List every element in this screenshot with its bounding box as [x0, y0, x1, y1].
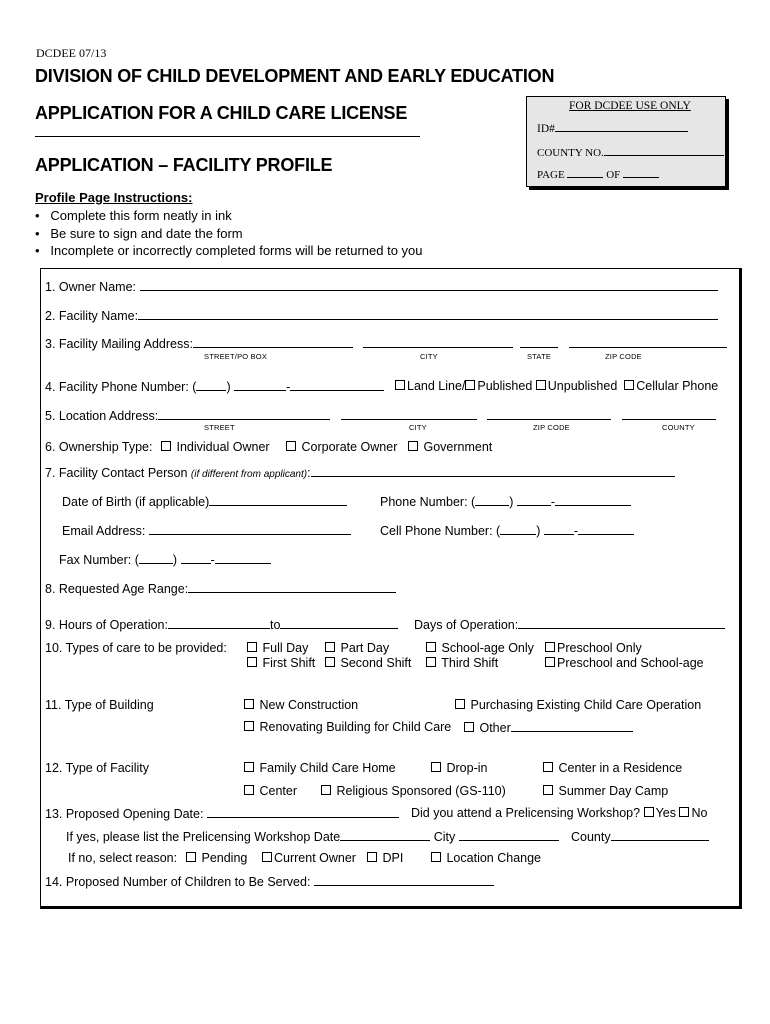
family-home-option[interactable]: Family Child Care Home — [244, 761, 396, 775]
full-day-option[interactable]: Full Day — [247, 641, 308, 655]
government-option[interactable]: Government — [408, 440, 492, 454]
office-id-field: ID# — [537, 120, 688, 135]
contact-person-field[interactable]: 7. Facility Contact Person (if different from applicant): — [45, 465, 675, 480]
office-page-field: PAGE OF — [537, 166, 659, 181]
instruction-item: • Complete this form neatly in ink — [35, 208, 232, 223]
religious-checkbox[interactable] — [321, 785, 331, 795]
phone-type-options[interactable]: Land Line/ Published Unpublished Cellular Phone — [395, 379, 718, 393]
application-title: APPLICATION FOR A CHILD CARE LICENSE — [35, 103, 408, 123]
facility-type-label: 12. Type of Facility — [45, 761, 149, 775]
workshop-yes-checkbox[interactable] — [644, 807, 654, 817]
title-divider — [35, 136, 420, 137]
cellular-checkbox[interactable] — [624, 380, 634, 390]
fax-field[interactable]: Fax Number: ( ) - — [59, 552, 271, 567]
location-address-field[interactable]: 5. Location Address: — [45, 408, 716, 423]
dpi-checkbox[interactable] — [367, 852, 377, 862]
second-shift-checkbox[interactable] — [325, 657, 335, 667]
renovating-option[interactable]: Renovating Building for Child Care — [244, 720, 451, 734]
landline-checkbox[interactable] — [395, 380, 405, 390]
drop-in-checkbox[interactable] — [431, 762, 441, 772]
new-construction-checkbox[interactable] — [244, 699, 254, 709]
center-checkbox[interactable] — [244, 785, 254, 795]
preschool-option[interactable]: Preschool Only — [545, 641, 642, 655]
hours-field[interactable]: 9. Hours of Operation: to — [45, 617, 398, 632]
individual-owner-checkbox[interactable] — [161, 441, 171, 451]
third-shift-option[interactable]: Third Shift — [426, 656, 498, 670]
address-city-label: CITY — [420, 352, 438, 361]
preschool-school-age-checkbox[interactable] — [545, 657, 555, 667]
second-shift-option[interactable]: Second Shift — [325, 656, 411, 670]
purchasing-checkbox[interactable] — [455, 699, 465, 709]
government-checkbox[interactable] — [408, 441, 418, 451]
facility-name-field[interactable]: 2. Facility Name: — [45, 308, 718, 323]
location-change-checkbox[interactable] — [431, 852, 441, 862]
instruction-item: • Incomplete or incorrectly completed forms will be returned to you — [35, 243, 423, 258]
office-use-box — [526, 96, 726, 187]
address-state-label: STATE — [527, 352, 552, 361]
family-home-checkbox[interactable] — [244, 762, 254, 772]
owner-name-field[interactable]: 1. Owner Name: — [45, 279, 718, 294]
workshop-date-field[interactable]: If yes, please list the Prelicensing Workshop Date City — [66, 829, 559, 844]
current-owner-checkbox[interactable] — [262, 852, 272, 862]
drop-in-option[interactable]: Drop-in — [431, 761, 487, 775]
preschool-checkbox[interactable] — [545, 642, 555, 652]
corporate-owner-checkbox[interactable] — [286, 441, 296, 451]
purchasing-option[interactable]: Purchasing Existing Child Care Operation — [455, 698, 701, 712]
unpublished-checkbox[interactable] — [536, 380, 546, 390]
division-title: DIVISION OF CHILD DEVELOPMENT AND EARLY EDUCATION — [35, 66, 555, 86]
age-range-field[interactable]: 8. Requested Age Range: — [45, 581, 396, 596]
care-types-label: 10. Types of care to be provided: — [45, 641, 227, 655]
workshop-question[interactable]: Did you attend a Prelicensing Workshop? Yes No — [411, 806, 708, 820]
cell-phone-field[interactable]: Cell Phone Number: ( ) - — [380, 523, 634, 538]
school-age-option[interactable]: School-age Only — [426, 641, 534, 655]
third-shift-checkbox[interactable] — [426, 657, 436, 667]
address-zip-label: ZIP CODE — [605, 352, 642, 361]
pending-checkbox[interactable] — [186, 852, 196, 862]
location-zip-label: ZIP CODE — [533, 423, 570, 432]
pending-option[interactable]: Pending — [186, 851, 247, 865]
part-day-checkbox[interactable] — [325, 642, 335, 652]
office-county-field: COUNTY NO. — [537, 144, 724, 159]
building-type-label: 11. Type of Building — [45, 698, 154, 712]
first-shift-checkbox[interactable] — [247, 657, 257, 667]
office-use-heading: FOR DCDEE USE ONLY — [569, 100, 691, 112]
email-field[interactable]: Email Address: — [62, 523, 351, 538]
instruction-item: • Be sure to sign and date the form — [35, 225, 243, 241]
contact-phone-field[interactable]: Phone Number: ( ) - — [380, 494, 631, 509]
no-reason-label: If no, select reason: — [68, 851, 178, 865]
workshop-no-checkbox[interactable] — [679, 807, 689, 817]
center-option[interactable]: Center — [244, 784, 297, 798]
part-day-option[interactable]: Part Day — [325, 641, 389, 655]
individual-owner-option[interactable]: Individual Owner — [161, 440, 270, 454]
summer-camp-option[interactable]: Summer Day Camp — [543, 784, 668, 798]
instructions-heading: Profile Page Instructions: — [35, 190, 193, 205]
address-street-label: STREET/PO BOX — [204, 352, 268, 361]
first-shift-option[interactable]: First Shift — [247, 656, 315, 670]
center-residence-option[interactable]: Center in a Residence — [543, 761, 682, 775]
full-day-checkbox[interactable] — [247, 642, 257, 652]
new-construction-option[interactable]: New Construction — [244, 698, 358, 712]
center-residence-checkbox[interactable] — [543, 762, 553, 772]
workshop-county-field[interactable]: County — [571, 829, 709, 844]
days-field[interactable]: Days of Operation: — [414, 617, 725, 632]
document-code: DCDEE 07/13 — [36, 46, 107, 60]
mailing-address-field[interactable]: 3. Facility Mailing Address: — [45, 336, 727, 351]
ownership-type-label: 6. Ownership Type: — [45, 440, 153, 454]
corporate-owner-option[interactable]: Corporate Owner — [286, 440, 397, 454]
profile-title: APPLICATION – FACILITY PROFILE — [35, 155, 333, 175]
published-checkbox[interactable] — [465, 380, 475, 390]
other-building-option[interactable]: Other — [464, 720, 633, 735]
preschool-school-age-option[interactable]: Preschool and School-age — [545, 656, 704, 670]
renovating-checkbox[interactable] — [244, 721, 254, 731]
religious-option[interactable]: Religious Sponsored (GS-110) — [321, 784, 506, 798]
location-city-label: CITY — [409, 423, 427, 432]
location-county-label: COUNTY — [662, 423, 695, 432]
children-served-field[interactable]: 14. Proposed Number of Children to Be Served: — [45, 874, 494, 889]
school-age-checkbox[interactable] — [426, 642, 436, 652]
location-street-label: STREET — [204, 423, 235, 432]
dob-field[interactable]: Date of Birth (if applicable) — [62, 494, 347, 509]
instructions-list — [35, 207, 423, 260]
other-building-checkbox[interactable] — [464, 722, 474, 732]
opening-date-field[interactable]: 13. Proposed Opening Date: — [45, 806, 399, 821]
current-owner-option[interactable]: Current Owner — [262, 851, 356, 865]
dpi-option[interactable]: DPI — [367, 851, 403, 865]
location-change-option[interactable]: Location Change — [431, 851, 541, 865]
facility-phone-field[interactable]: 4. Facility Phone Number: ( ) - — [45, 379, 384, 394]
summer-camp-checkbox[interactable] — [543, 785, 553, 795]
